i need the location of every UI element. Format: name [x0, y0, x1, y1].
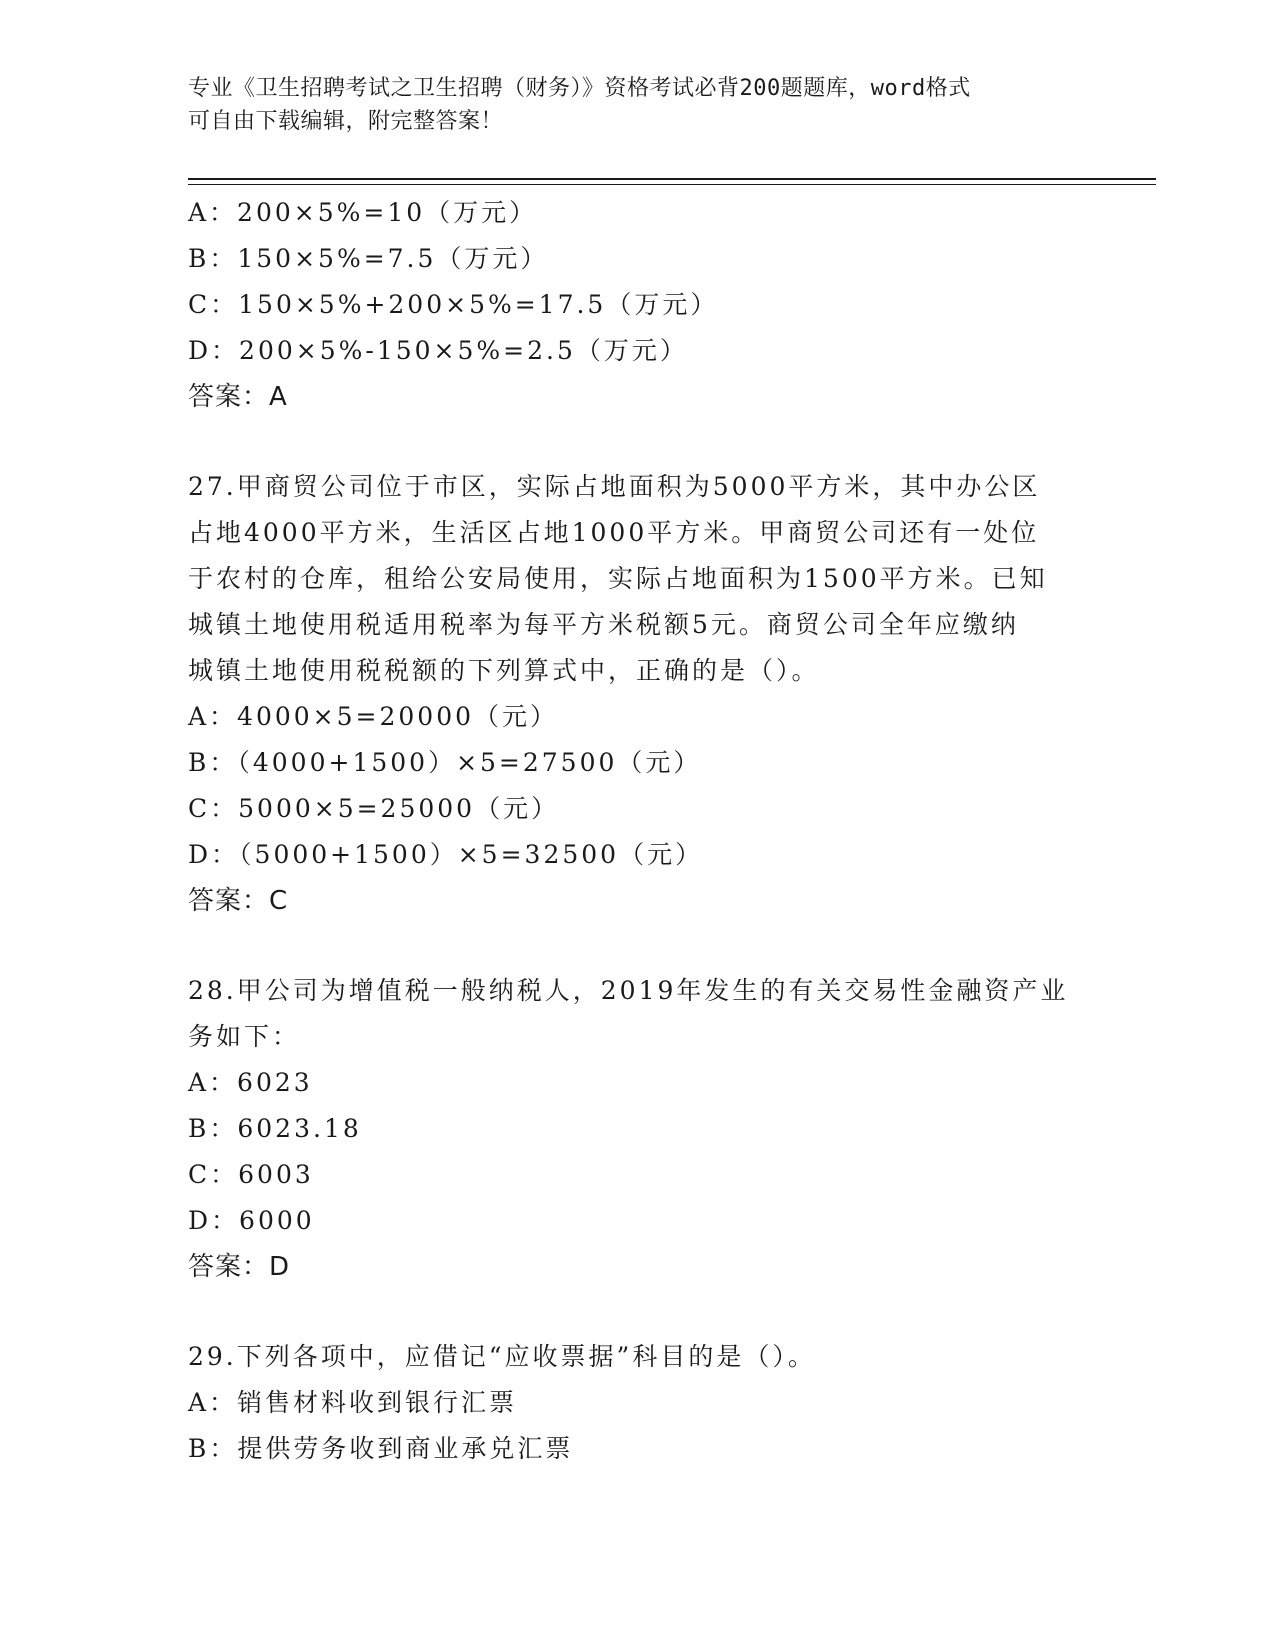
option-c: C：5000×5=25000（元）: [188, 794, 560, 823]
document-header: [188, 72, 1088, 138]
question-spacer: [188, 924, 1088, 968]
option-a: A：6023: [188, 1068, 313, 1097]
question-29: [188, 1334, 1088, 1472]
header-title-line-2: 可自由下载编辑，附完整答案！: [188, 109, 504, 134]
question-27: [188, 464, 1088, 924]
header-divider-thick: [188, 178, 1156, 180]
header-title-line-1: 专业《卫生招聘考试之卫生招聘（财务）》资格考试必背200题题库，word格式: [188, 76, 971, 101]
question-list: [188, 190, 1088, 1472]
option-d: D：200×5%-150×5%=2.5（万元）: [188, 336, 688, 365]
question-text-line: 28.甲公司为增值税一般纳税人，2019年发生的有关交易性金融资产业: [188, 976, 1069, 1005]
option-b: B：6023.18: [188, 1114, 362, 1143]
question-text-line: 城镇土地使用税税额的下列算式中，正确的是（）。: [188, 656, 820, 685]
question-28: [188, 968, 1088, 1290]
question-spacer: [188, 1290, 1088, 1334]
option-d: D：（5000+1500）×5=32500（元）: [188, 840, 704, 869]
question-text-line: 于农村的仓库，租给公安局使用，实际占地面积为1500平方米。已知: [188, 564, 1048, 593]
question-text-line: 29.下列各项中，应借记“应收票据”科目的是（）。: [188, 1342, 816, 1371]
option-b: B：提供劳务收到商业承兑汇票: [188, 1434, 574, 1463]
answer-label: 答案：A: [188, 382, 288, 412]
question-text-line: 城镇土地使用税适用税率为每平方米税额5元。商贸公司全年应缴纳: [188, 610, 1019, 639]
question-text-line: 务如下：: [188, 1022, 301, 1051]
answer-label: 答案：D: [188, 1252, 291, 1282]
option-a: A：4000×5=20000（元）: [188, 702, 559, 731]
option-c: C：150×5%+200×5%=17.5（万元）: [188, 290, 719, 319]
option-c: C：6003: [188, 1160, 314, 1189]
question-spacer: [188, 420, 1088, 464]
option-d: D：6000: [188, 1206, 315, 1235]
answer-label: 答案：C: [188, 886, 289, 916]
option-b: B：（4000+1500）×5=27500（元）: [188, 748, 702, 777]
question-text-line: 占地4000平方米，生活区占地1000平方米。甲商贸公司还有一处位: [188, 518, 1040, 547]
option-a: A：销售材料收到银行汇票: [188, 1388, 518, 1417]
question-26-continued: [188, 190, 1088, 420]
option-b: B：150×5%=7.5（万元）: [188, 244, 549, 273]
option-a: A：200×5%=10（万元）: [188, 198, 538, 227]
header-divider-thin: [188, 184, 1156, 185]
question-text-line: 27.甲商贸公司位于市区，实际占地面积为5000平方米，其中办公区: [188, 472, 1041, 501]
